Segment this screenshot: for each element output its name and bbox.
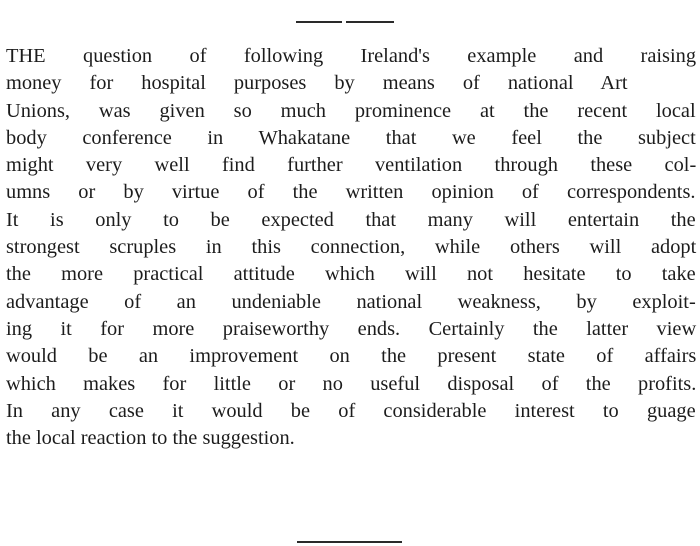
top-divider-right [346,21,394,23]
paragraph-line-14: In any case it would be of considerable interest to guage [6,399,696,422]
paragraph-line-13: which makes for little or no useful disposal of the profits. [6,372,697,395]
paragraph-line-4: body conference in Whakatane that we feel the subject [6,126,696,149]
paragraph-line-10: advantage of an undeniable national weakness, by exploit- [6,290,696,313]
paragraph-line-1: THE question of following Ireland's example and raising [6,45,697,67]
paragraph-line-5: might very well find further ventilation through these col- [6,154,697,177]
paragraph-line-15: the local reaction to the suggestion. [6,427,295,450]
paragraph-line-9: the more practical attitude which will not hesitate to take [6,263,696,286]
bottom-divider [297,541,402,543]
paragraph-line-11: ing it for more praiseworthy ends. Certainly the latter view [6,317,697,340]
paragraph-line-6: umns or by virtue of the written opinion of correspondents. [6,181,696,204]
paragraph-line-8: strongest scruples in this connection, while others will adopt [6,236,697,259]
paragraph-line-12: would be an improvement on the present state of affairs [6,345,697,368]
top-divider-left [296,21,342,23]
paragraph-line-3: Unions, was given so much prominence at the recent local [6,99,696,122]
paragraph-line-2: money for hospital purposes by means of national Art [6,72,628,95]
paragraph-line-7: It is only to be expected that many will entertain the [6,208,696,231]
editorial-paragraph [6,43,696,452]
